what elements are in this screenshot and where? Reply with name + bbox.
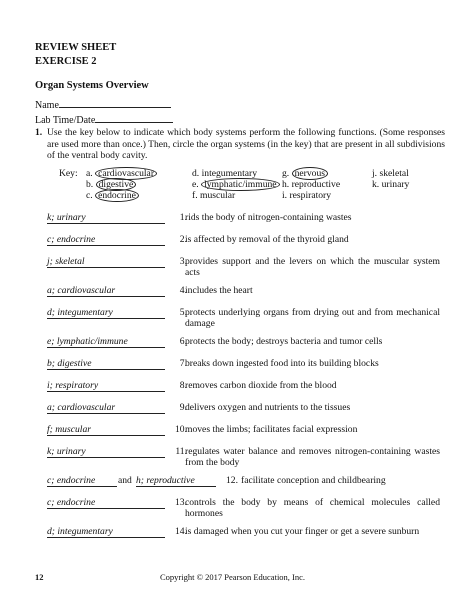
key-item-e: e. lymphatic/immune bbox=[192, 179, 280, 190]
item-number: 8. bbox=[179, 380, 187, 391]
answer-blank[interactable]: k; urinary bbox=[47, 446, 165, 458]
item-text: is affected by removal of the thyroid gland bbox=[185, 234, 349, 245]
sheet-title: REVIEW SHEET bbox=[35, 42, 117, 53]
item-number: 6. bbox=[179, 336, 187, 347]
answer-blank[interactable]: d; integumentary bbox=[47, 526, 165, 538]
question-1 bbox=[35, 127, 445, 162]
question-text: Use the key below to indicate which body systems perform the following functions. (Some responses are used more than once.) Then, circle the organ systems (in the key) that are present in all subdivisions of the ventral body cavity. bbox=[47, 127, 445, 161]
key-col-3 bbox=[282, 168, 340, 201]
item-text: delivers oxygen and nutrients to the tissues bbox=[185, 402, 351, 413]
item-text: facilitate conception and childbearing bbox=[241, 475, 386, 486]
lab-time-field[interactable] bbox=[35, 112, 173, 126]
copyright-notice: Copyright © 2017 Pearson Education, Inc. bbox=[160, 572, 306, 582]
answer-blank[interactable]: f; muscular bbox=[47, 424, 165, 436]
key-item-b: b. digestive bbox=[86, 179, 157, 190]
item-number: 2. bbox=[179, 234, 187, 245]
key-item-c: c. endocrine bbox=[86, 190, 157, 201]
item-number: 5. bbox=[179, 307, 187, 318]
item-text: rids the body of nitrogen-containing wastes bbox=[185, 212, 352, 223]
item-number: 9. bbox=[179, 402, 187, 413]
answer-blank-2[interactable]: h; reproductive bbox=[136, 475, 216, 487]
key-item-j: j. skeletal bbox=[372, 168, 409, 179]
item-number: 4. bbox=[179, 285, 187, 296]
exercise-title: EXERCISE 2 bbox=[35, 56, 97, 67]
key-col-4 bbox=[372, 168, 409, 190]
answer-blank[interactable]: c; endocrine bbox=[47, 475, 117, 487]
item-text: provides support and the levers on which the muscular system acts bbox=[185, 256, 440, 278]
key-label: Key: bbox=[59, 168, 78, 179]
item-number: 13. bbox=[175, 497, 187, 508]
answer-blank[interactable]: i; respiratory bbox=[47, 380, 165, 392]
item-number: 7. bbox=[179, 358, 187, 369]
item-text: moves the limbs; facilitates facial expression bbox=[185, 424, 358, 435]
item-text: breaks down ingested food into its building blocks bbox=[185, 358, 379, 369]
key-item-a: a. cardiovascular bbox=[86, 168, 157, 179]
name-line[interactable] bbox=[59, 97, 171, 108]
answer-blank[interactable]: d; integumentary bbox=[47, 307, 165, 319]
item-number: 14. bbox=[175, 526, 187, 537]
answer-blank[interactable]: b; digestive bbox=[47, 358, 165, 370]
key-item-i: i. respiratory bbox=[282, 190, 332, 201]
item-number: 1. bbox=[179, 212, 187, 223]
answer-blank[interactable]: k; urinary bbox=[47, 212, 165, 224]
lab-time-line[interactable] bbox=[95, 112, 173, 123]
lab-time-label: Lab Time/Date bbox=[35, 115, 96, 126]
item-number: 3. bbox=[179, 256, 187, 267]
circled-nervous: nervous bbox=[292, 167, 328, 180]
item-text: controls the body by means of chemical molecules called hormones bbox=[185, 497, 440, 519]
answer-blank[interactable]: a; cardiovascular bbox=[47, 402, 165, 414]
key-item-k: k. urinary bbox=[372, 179, 410, 190]
page-number: 12 bbox=[35, 572, 44, 582]
item-text: protects the body; destroys bacteria and tumor cells bbox=[185, 336, 383, 347]
answer-blank[interactable]: j; skeletal bbox=[47, 256, 165, 268]
circled-endocrine: endocrine bbox=[95, 189, 139, 202]
question-number: 1. bbox=[35, 127, 43, 138]
name-field[interactable] bbox=[35, 97, 171, 111]
key-col-2 bbox=[192, 168, 280, 201]
key-item-g: g. nervous bbox=[282, 168, 340, 179]
circled-lymphatic: lymphatic/immune bbox=[201, 178, 279, 191]
answer-blank[interactable]: c; endocrine bbox=[47, 234, 165, 246]
circled-digestive: digestive bbox=[96, 178, 137, 191]
answer-blank[interactable]: a; cardiovascular bbox=[47, 285, 165, 297]
section-title: Organ Systems Overview bbox=[35, 80, 149, 91]
item-text: includes the heart bbox=[185, 285, 253, 296]
item-number: 10. bbox=[175, 424, 187, 435]
name-label: Name bbox=[35, 100, 59, 111]
circled-cardiovascular: cardiovascular bbox=[95, 167, 157, 180]
item-text: regulates water balance and removes nitrogen-containing wastes from the body bbox=[185, 446, 440, 468]
key-col-1 bbox=[86, 168, 157, 201]
answer-blank[interactable]: c; endocrine bbox=[47, 497, 165, 509]
item-text: is damaged when you cut your finger or get a severe sunburn bbox=[185, 526, 420, 537]
item-text: removes carbon dioxide from the blood bbox=[185, 380, 337, 391]
key-item-f: f. muscular bbox=[192, 190, 236, 201]
item-number: 11. bbox=[175, 446, 187, 457]
answer-blank[interactable]: e; lymphatic/immune bbox=[47, 336, 165, 348]
key-item-d: d. integumentary bbox=[192, 168, 258, 179]
item-number: 12. bbox=[226, 475, 238, 486]
and-connector: and bbox=[118, 475, 132, 486]
key-item-h: h. reproductive bbox=[282, 179, 341, 190]
item-text: protects underlying organs from drying out and from mechanical damage bbox=[185, 307, 440, 329]
